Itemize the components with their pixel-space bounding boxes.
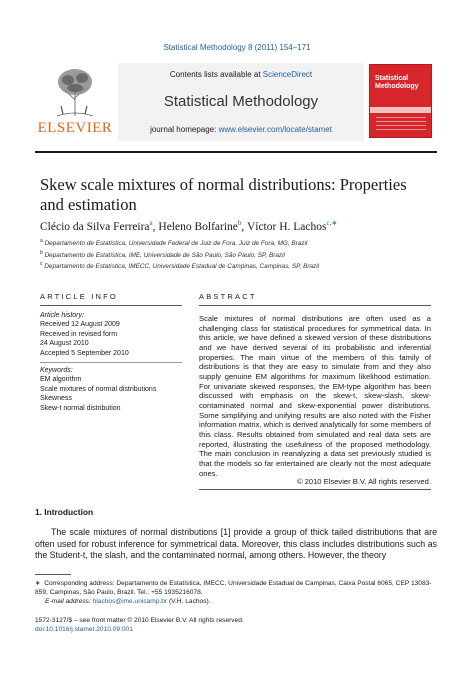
homepage-link[interactable]: www.elsevier.com/locate/stamet <box>218 125 332 134</box>
footnote-text: Corresponding address: Departamento de Estatística, IMECC, Universidade Estadual de Campinas, Caixa Postal 6065, CEP 13083-859, Campinas, São Paulo, Brazil. Tel.: +55 1935216078. <box>35 580 432 596</box>
author-affiliation-link[interactable]: a <box>149 219 153 227</box>
cover-title: Statistical Methodology <box>375 75 419 90</box>
journal-reference[interactable]: Statistical Methodology 8 (2011) 154–171 <box>163 43 311 52</box>
introduction-paragraph <box>35 527 437 562</box>
article-info-label: ARTICLE INFO <box>40 292 118 301</box>
footnote-address <box>35 580 437 598</box>
history-item: 24 August 2010 <box>40 340 89 348</box>
abstract-body: Scale mixtures of normal distributions are often used as a challenging class for statistical procedures for symmetrical data. In this article, we have defined a skewed version of these distributions and we have derived several of its probabilistic and inferential properties. The main virtue of the members of this family of distributions is that they are easy to simulate from and they also supply genuine EM algorithms for maximum likelihood estimation. For univariate skewed responses, the EM-type algorithm has been discussed with emphasis on the skew-t, skew-slash, skew-contaminated normal and skew-exponential power distributions. Some simplifying and unifying results are also noted with the Fisher information matrix, which is derived analytically for some members of this class. Results obtained from simulated and real data sets are reported, illustrating the usefulness of the proposed methodology. The main conclusion in reanalyzing a data set previously studied is that the models so far entertained are clearly not the most adequate ones. <box>199 314 431 478</box>
keyword: Skew-t normal distribution <box>40 404 121 412</box>
author-name: Heleno Bolfarine <box>158 220 238 233</box>
email-link[interactable]: hlachos@ime.unicamp.br <box>92 597 168 605</box>
elsevier-logo <box>37 66 113 136</box>
history-item: Received 12 August 2009 <box>40 321 120 329</box>
email-label: E-mail address: <box>45 597 91 605</box>
keywords <box>40 366 185 413</box>
affiliation-marker: c <box>40 261 43 267</box>
footnote-marker: ∗ <box>35 580 41 587</box>
email-suffix: (V.H. Lachos). <box>167 597 211 605</box>
affiliation-text: Departamento de Estatística, Universidade Federal de Juiz de Fora, Juiz de Fora, MG, Brazil <box>44 240 308 248</box>
journal-title: Statistical Methodology <box>163 93 319 110</box>
article-history <box>40 311 185 358</box>
author-affiliation-link[interactable]: c,∗ <box>326 219 338 227</box>
paper-title-line-2: and estimation <box>40 195 137 214</box>
abstract-rule <box>199 305 431 306</box>
affiliation <box>40 261 460 270</box>
affiliation <box>40 250 460 259</box>
elsevier-tree-icon <box>51 66 99 118</box>
section-heading: 1. Introduction <box>35 507 94 517</box>
doi-link[interactable]: doi:10.1016/j.stamet.2010.09.001 <box>35 625 133 633</box>
elsevier-wordmark: ELSEVIER <box>37 120 113 136</box>
affiliation-marker: b <box>40 250 43 256</box>
paper-title <box>40 175 440 215</box>
homepage-line <box>118 125 364 134</box>
keyword: EM algorithm <box>40 376 82 384</box>
author-name: Víctor H. Lachos <box>246 220 327 233</box>
abstract-bottom-rule <box>199 489 431 490</box>
keyword: Skewness <box>40 395 72 403</box>
cover-lines <box>376 117 426 133</box>
history-item: Received in revised form <box>40 330 118 338</box>
author-separator: , <box>241 220 247 233</box>
article-info-separator <box>40 362 182 363</box>
keyword: Scale mixtures of normal distributions <box>40 385 157 393</box>
affiliation <box>40 238 460 247</box>
introduction-text: The scale mixtures of normal distributions [1] provide a group of thick tailed distributions that are often used for robust inference for symmetrical data. Moreover, this class includes distributions such as the Student-t, the slash, and the contaminated normal, among others. However, the theory <box>35 527 437 560</box>
history-item: Accepted 5 September 2010 <box>40 349 129 357</box>
contents-line <box>118 70 364 79</box>
homepage-prefix: journal homepage: <box>150 125 219 134</box>
affiliation-text: Departamento de Estatística, IMECC, Universidade Estadual de Campinas, Campinas, SP, Brazil <box>44 263 320 271</box>
author-separator: , <box>152 220 159 233</box>
issn-line: 1572-3127/$ – see front matter © 2010 Elsevier B.V. All rights reserved. <box>35 617 244 624</box>
paper-title-line-1: Skew scale mixtures of normal distributions: Properties <box>40 175 407 194</box>
abstract-label: ABSTRACT <box>199 292 257 301</box>
journal-cover-image <box>369 64 432 138</box>
history-label: Article history: <box>40 312 84 319</box>
copyright-notice: © 2010 Elsevier B.V. All rights reserved. <box>296 477 431 486</box>
corresponding-author-footnote <box>35 580 437 606</box>
article-info-rule <box>40 305 182 306</box>
author-name: Clécio da Silva Ferreira <box>40 220 150 233</box>
author-affiliation-link[interactable]: b <box>237 219 242 227</box>
cover-strip <box>370 107 432 113</box>
keywords-label: Keywords: <box>40 367 73 374</box>
affiliation-text: Departamento de Estatística, IME, Universidade de São Paulo, São Paulo, SP, Brazil <box>44 252 285 260</box>
contents-prefix: Contents lists available at <box>169 70 263 79</box>
publication-meta <box>35 617 437 635</box>
footnote-email-line <box>35 598 437 607</box>
header-divider <box>35 151 437 153</box>
affiliation-marker: a <box>40 238 43 244</box>
sciencedirect-link[interactable]: ScienceDirect <box>262 70 313 79</box>
footnote-rule <box>35 574 71 575</box>
author-list <box>40 219 460 233</box>
